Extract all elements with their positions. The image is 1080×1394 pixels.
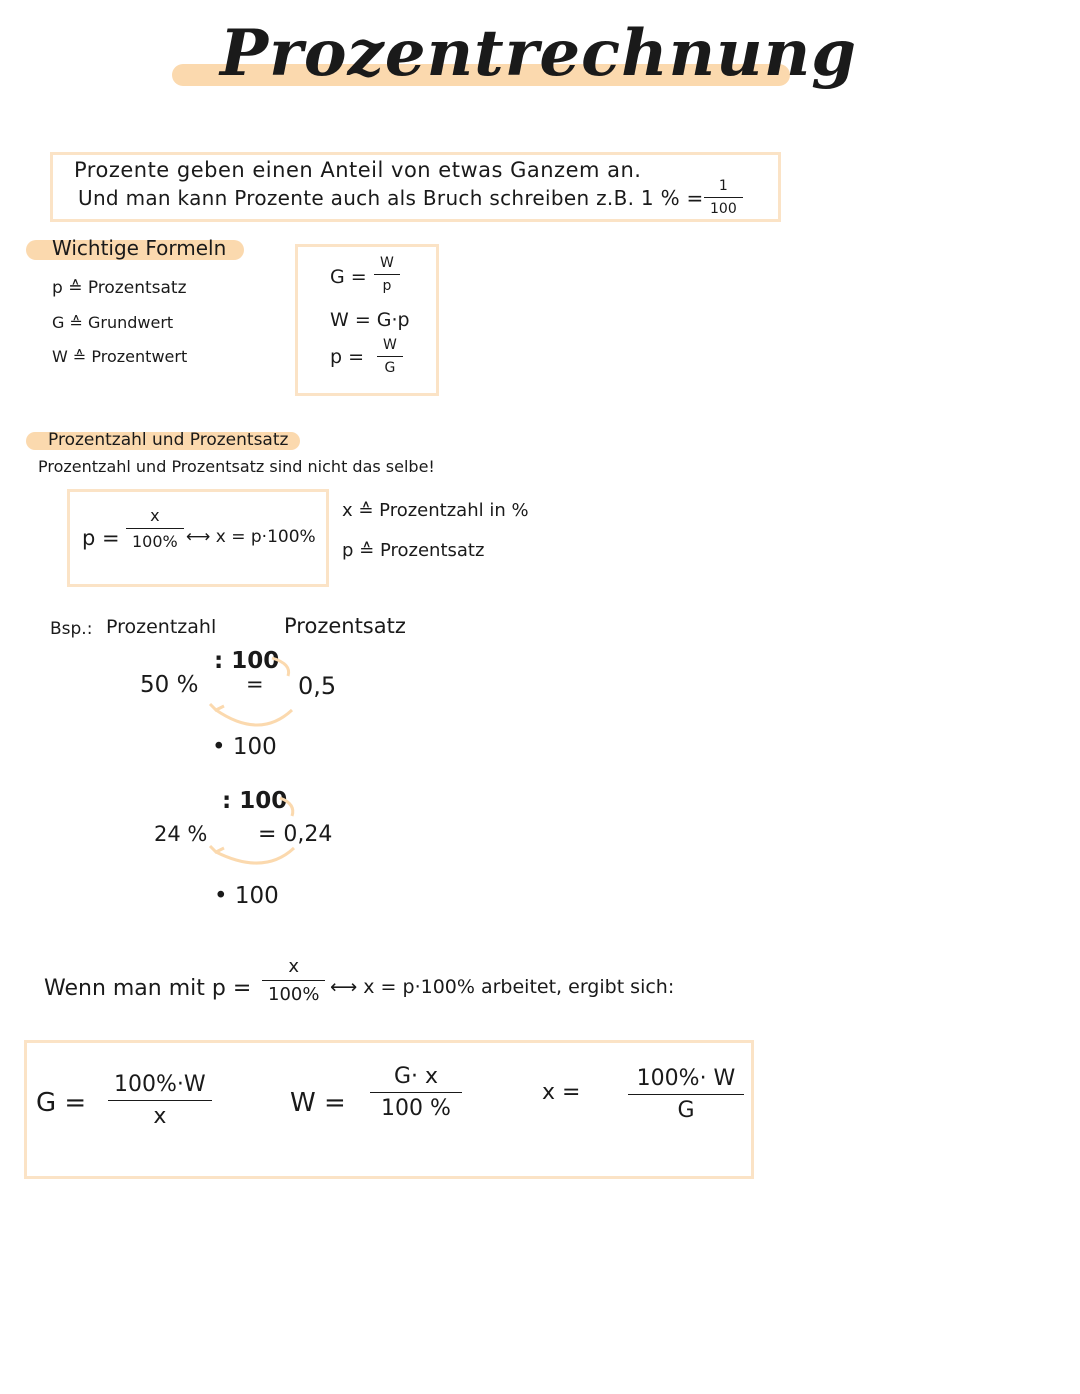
example-1-equals: = <box>246 672 264 696</box>
example-label: Bsp.: <box>50 619 93 639</box>
example-1-percent: 50 % <box>140 672 199 698</box>
example-1-arrow-top <box>272 658 289 676</box>
example-1-result: 0,5 <box>298 672 337 700</box>
section2-heading: Prozentzahl und Prozentsatz <box>48 430 289 450</box>
example-col-prozentsatz: Prozentsatz <box>284 614 406 638</box>
def-grundwert: G ≙ Grundwert <box>52 313 174 332</box>
formula-g-lhs: G = <box>330 266 367 288</box>
derived-intro-fraction <box>262 956 325 1005</box>
formula-g-numerator: W <box>380 255 394 271</box>
derived-g-numerator: 100%·W <box>114 1072 206 1097</box>
example-1-arrowhead <box>210 704 224 710</box>
intro-line-2: Und man kann Prozente auch als Bruch schreiben z.B. 1 % = <box>78 186 704 210</box>
formula-p-denominator: G <box>377 356 403 376</box>
example-1-multiply: • 100 <box>212 734 277 760</box>
derived-intro-lhs: Wenn man mit p = <box>44 976 252 1001</box>
page-title: Prozentrechnung <box>220 16 857 91</box>
prozentzahl-numerator: x <box>150 506 160 525</box>
formula-g-denominator: p <box>374 274 400 294</box>
formula-p-fraction <box>377 337 403 376</box>
formulas-heading: Wichtige Formeln <box>52 236 227 260</box>
derived-intro-rhs: ⟷ x = p·100% arbeitet, ergibt sich: <box>330 976 675 998</box>
example-col-prozentzahl: Prozentzahl <box>106 616 217 638</box>
derived-w-denominator: 100 % <box>370 1092 462 1121</box>
derived-intro-denominator: 100% <box>262 980 325 1005</box>
formula-w-line: W = G·p <box>330 309 410 331</box>
intro-line-1: Prozente geben einen Anteil von etwas Ganzem an. <box>74 158 642 182</box>
derived-intro-numerator: x <box>288 956 300 977</box>
derived-x-numerator: 100%· W <box>636 1066 736 1091</box>
example-2-arrowhead <box>210 846 224 852</box>
derived-g-denominator: x <box>108 1100 212 1129</box>
def-prozentwert: W ≙ Prozentwert <box>52 347 188 366</box>
example-2-arrows <box>200 790 310 880</box>
def-p-prozentsatz: p ≙ Prozentsatz <box>342 540 485 561</box>
def-x-prozentzahl: x ≙ Prozentzahl in % <box>342 500 529 521</box>
example-2-divide: : 100 <box>222 788 288 814</box>
prozentzahl-lhs: p = <box>82 526 120 550</box>
example-1-arrow-bottom <box>216 710 292 725</box>
derived-x-lhs: x = <box>542 1080 581 1105</box>
derived-w-lhs: W = <box>290 1088 346 1118</box>
example-2-percent: 24 % <box>154 822 208 846</box>
example-1-divide: : 100 <box>214 648 280 674</box>
example-2-arrow-bottom <box>216 848 294 863</box>
derived-w-fraction <box>370 1064 462 1121</box>
formula-g-fraction <box>374 255 400 294</box>
formula-p-lhs: p = <box>330 346 365 368</box>
derived-x-denominator: G <box>628 1094 744 1123</box>
example-2-arrow-top <box>280 798 293 816</box>
example-1-arrows <box>200 650 310 740</box>
formula-p-numerator: W <box>383 337 397 353</box>
derived-g-fraction <box>108 1072 212 1129</box>
example-2-equals-result: = 0,24 <box>258 822 333 847</box>
derived-x-fraction <box>628 1066 744 1123</box>
prozentzahl-fraction <box>126 506 184 551</box>
prozentzahl-denominator: 100% <box>126 528 184 551</box>
section2-subtitle: Prozentzahl und Prozentsatz sind nicht das selbe! <box>38 457 435 476</box>
derived-w-numerator: G· x <box>393 1064 439 1089</box>
intro-fraction <box>704 178 743 217</box>
intro-fraction-numerator: 1 <box>718 178 728 194</box>
derived-g-lhs: G = <box>36 1088 87 1118</box>
prozentzahl-rhs: ⟷ x = p·100% <box>186 527 316 547</box>
example-2-multiply: • 100 <box>214 883 279 909</box>
intro-fraction-denominator: 100 <box>704 197 743 217</box>
def-prozentsatz: p ≙ Prozentsatz <box>52 278 187 298</box>
